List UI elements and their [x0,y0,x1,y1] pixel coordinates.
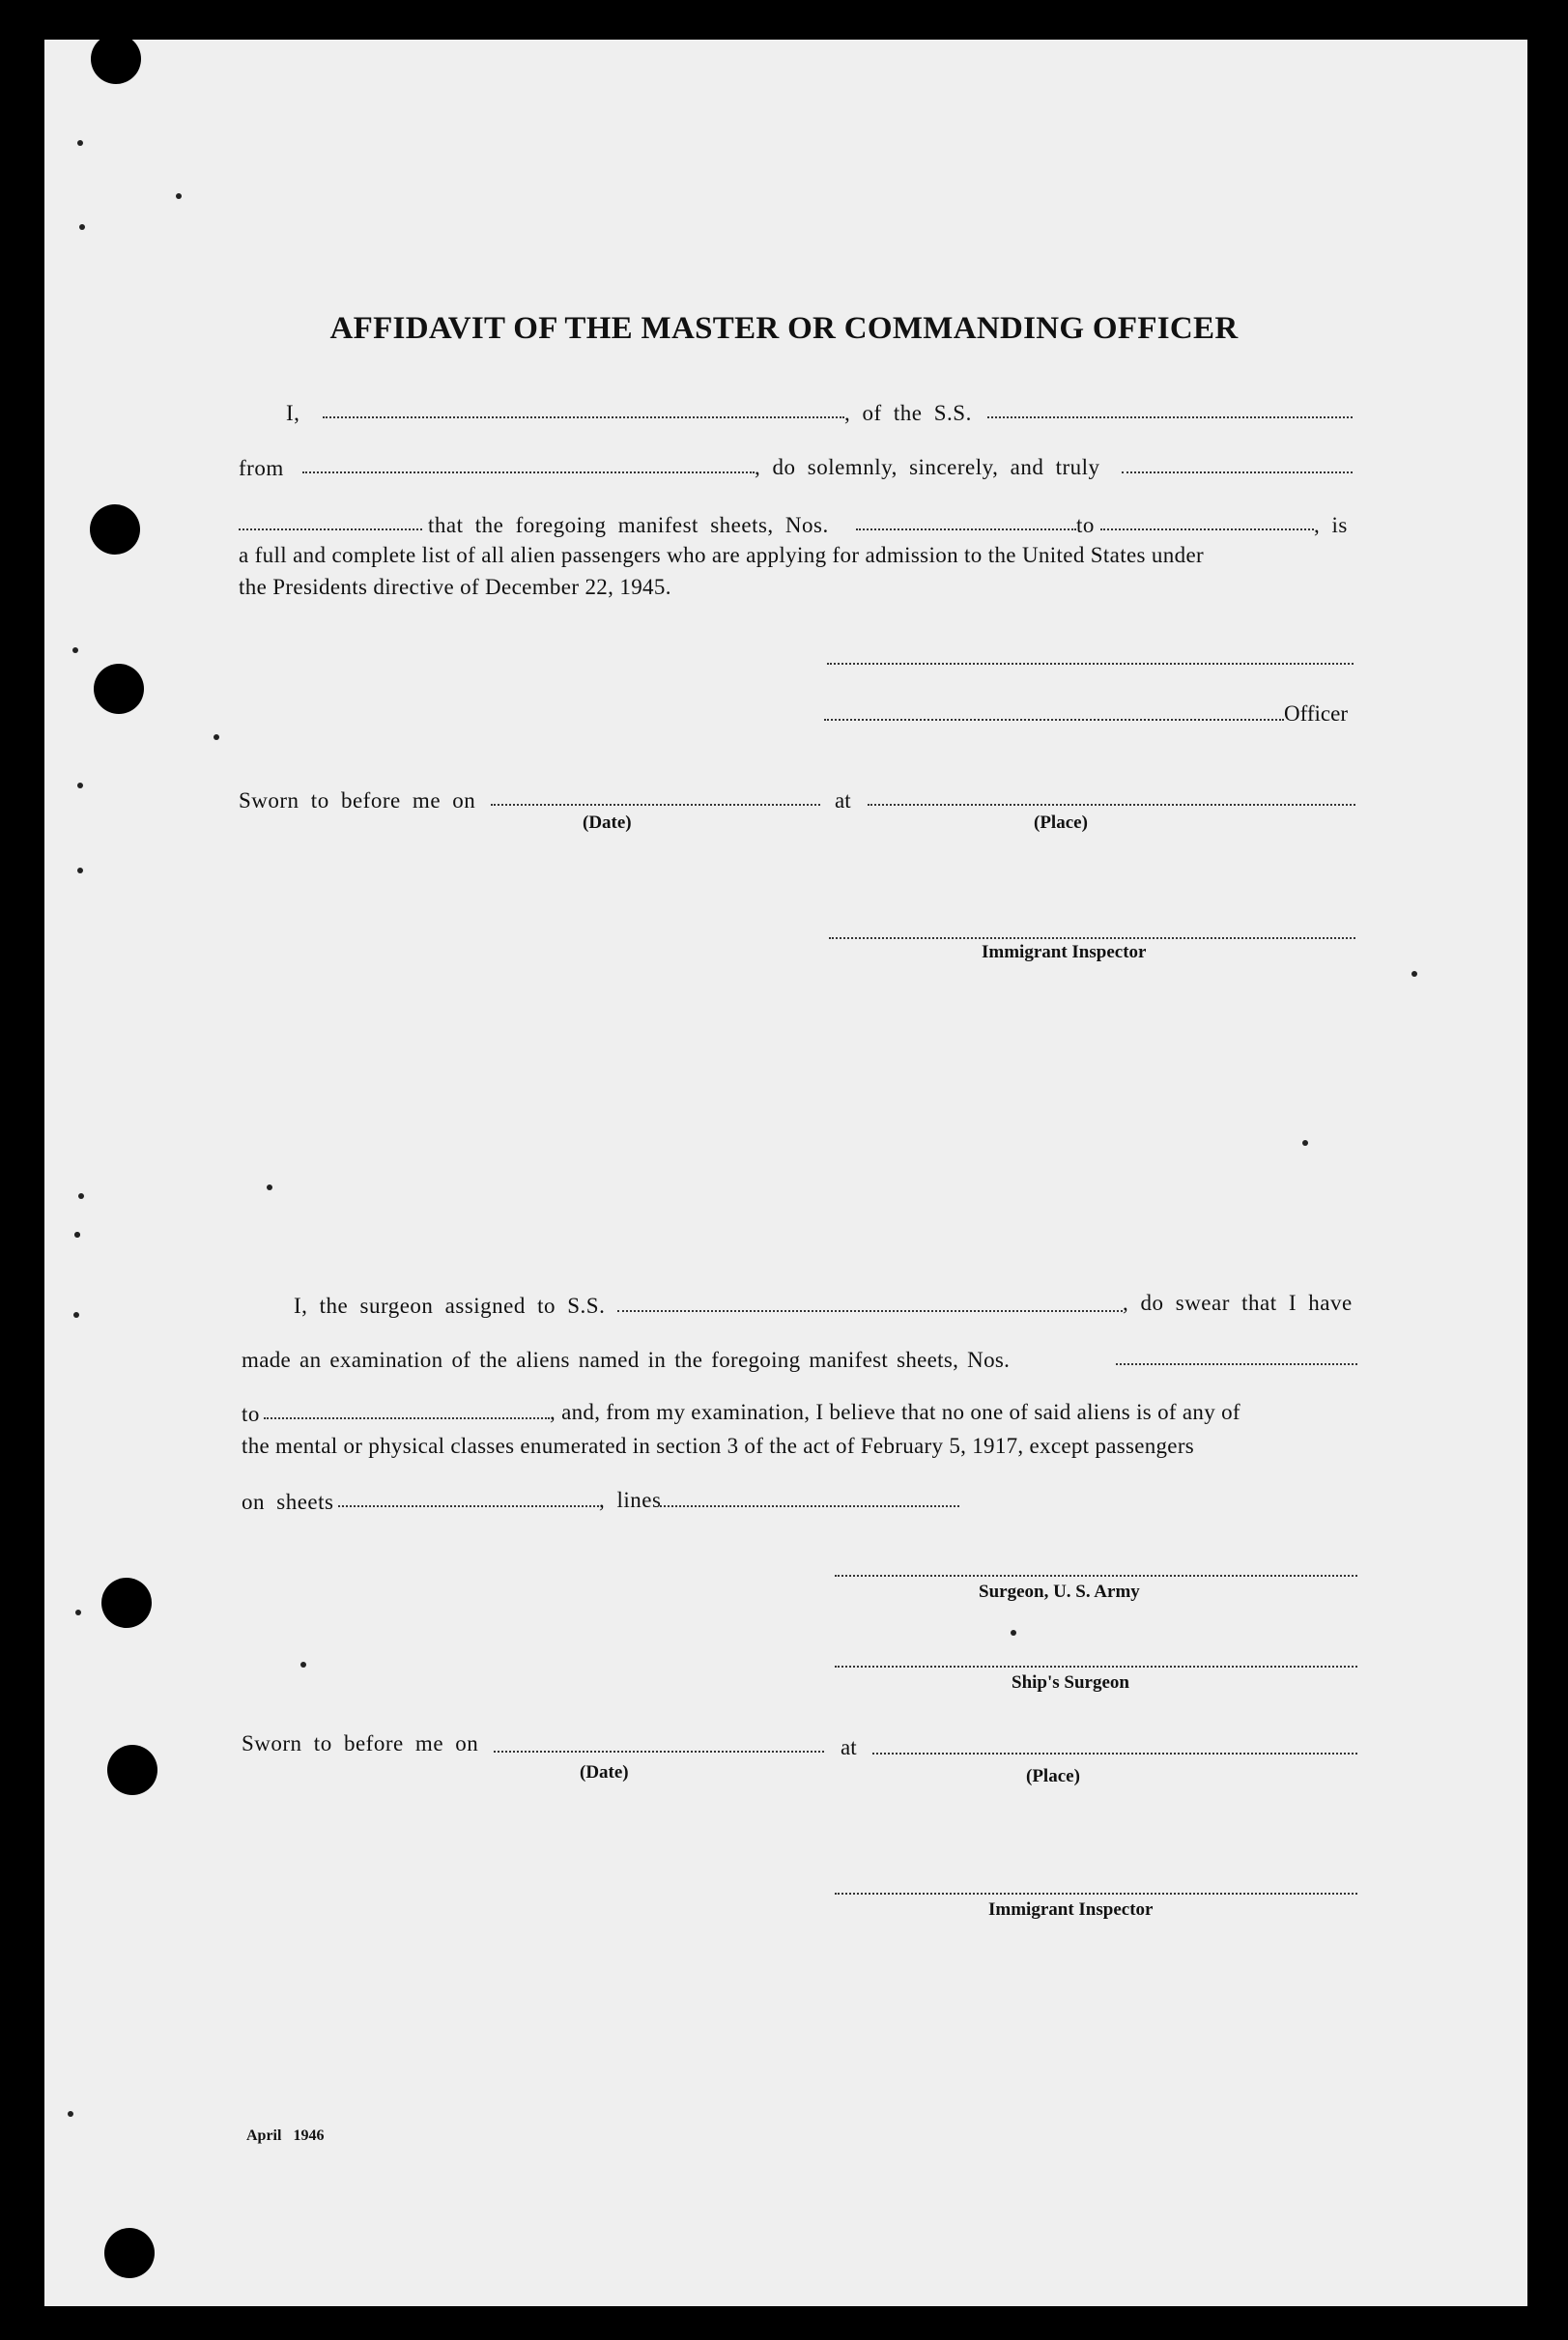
surgeon-line-2: made an examination of the aliens named in the foregoing manifest sheets, Nos. [242,1348,1011,1372]
at-label: at [835,788,851,813]
sworn-date-field[interactable] [491,804,820,806]
date-caption: (Date) [583,813,632,833]
surgeon-sworn-text: Sworn to before me on [242,1731,479,1755]
ship-surgeon-signature-line[interactable] [835,1666,1357,1668]
lines-label: , lines [599,1488,662,1512]
speck [78,1193,84,1199]
punch-hole [101,1578,152,1628]
oath-type-field[interactable] [1122,471,1353,473]
page-title: AFFIDAVIT OF THE MASTER OR COMMANDING OFFICER [329,311,1239,346]
speck [79,224,85,230]
master-name-field[interactable] [323,416,844,418]
speck [1011,1630,1016,1636]
punch-hole [107,1745,157,1795]
place-caption: (Place) [1034,813,1088,833]
speck [1302,1140,1308,1146]
surgeon-sworn-place-field[interactable] [872,1753,1357,1755]
speck [68,2111,73,2117]
surgeon-line-1: I, the surgeon assigned to S.S. [294,1294,606,1318]
speck [77,868,83,873]
sheets-field[interactable] [338,1505,599,1507]
speck [73,1312,79,1318]
surgeon-inspector-label: Immigrant Inspector [988,1899,1154,1920]
speck [75,1610,81,1615]
surgeon-ship-field[interactable] [617,1310,1123,1312]
speck [267,1184,272,1190]
speck [214,734,219,740]
port-from-field[interactable] [302,471,755,473]
speck [300,1662,306,1668]
surgeon-sheet-to-field[interactable] [264,1417,550,1419]
statement-line-1: a full and complete list of all alien passengers who are applying for admission to the United States under [239,543,1205,567]
surgeon-line-1-end: , do swear that I have [1123,1291,1353,1315]
punch-hole [104,2228,155,2278]
surgeon-to-label: to [242,1402,260,1426]
surgeon-line-3: , and, from my examination, I believe that no one of said aliens is of any of [550,1400,1240,1424]
of-ss-label: , of the S.S. [844,401,972,425]
sheet-from-field[interactable] [856,528,1076,530]
punch-hole [90,504,140,555]
speck [77,140,83,146]
ship-surgeon-label: Ship's Surgeon [1012,1672,1129,1693]
army-surgeon-signature-line[interactable] [835,1575,1357,1577]
sworn-place-field[interactable] [868,804,1355,806]
punch-hole [91,34,141,84]
statement-line-2: the Presidents directive of December 22, 1945. [239,575,671,599]
surgeon-line-4: the mental or physical classes enumerated in section 3 of the act of February 5, 1917, except passengers [242,1434,1195,1458]
is-label: , is [1314,513,1348,537]
surgeon-inspector-signature-line[interactable] [835,1893,1357,1895]
form-date: April 1946 [246,2127,325,2144]
sworn-text: Sworn to before me on [239,788,476,813]
sheet-to-field[interactable] [1100,528,1314,530]
from-label: from [239,456,284,480]
i-label: I, [286,401,300,425]
speck [1411,971,1417,977]
officer-label: Officer [1284,701,1348,726]
surgeon-place-caption: (Place) [1026,1766,1080,1786]
inspector-label: Immigrant Inspector [982,942,1147,962]
surgeon-at-label: at [841,1735,857,1759]
surgeon-sworn-date-field[interactable] [494,1751,824,1753]
surgeon-sheet-from-field[interactable] [1116,1363,1357,1365]
speck [77,783,83,788]
inspector-signature-line[interactable] [829,937,1355,939]
solemnly-text: , do solemnly, sincerely, and truly [755,455,1100,479]
speck [74,1232,80,1238]
oath-type-field-2[interactable] [239,528,422,530]
master-signature-line[interactable] [827,663,1354,665]
document-page [44,40,1527,2306]
officer-signature-line[interactable] [824,719,1284,721]
to-label: to [1076,513,1095,537]
punch-hole [94,664,144,714]
ship-name-field[interactable] [987,416,1353,418]
army-surgeon-label: Surgeon, U. S. Army [979,1582,1140,1602]
on-sheets-label: on sheets [242,1490,334,1514]
speck [176,193,182,199]
foregoing-text: that the foregoing manifest sheets, Nos. [428,513,829,537]
speck [72,647,78,653]
surgeon-date-caption: (Date) [580,1762,629,1783]
lines-field[interactable] [660,1505,959,1507]
